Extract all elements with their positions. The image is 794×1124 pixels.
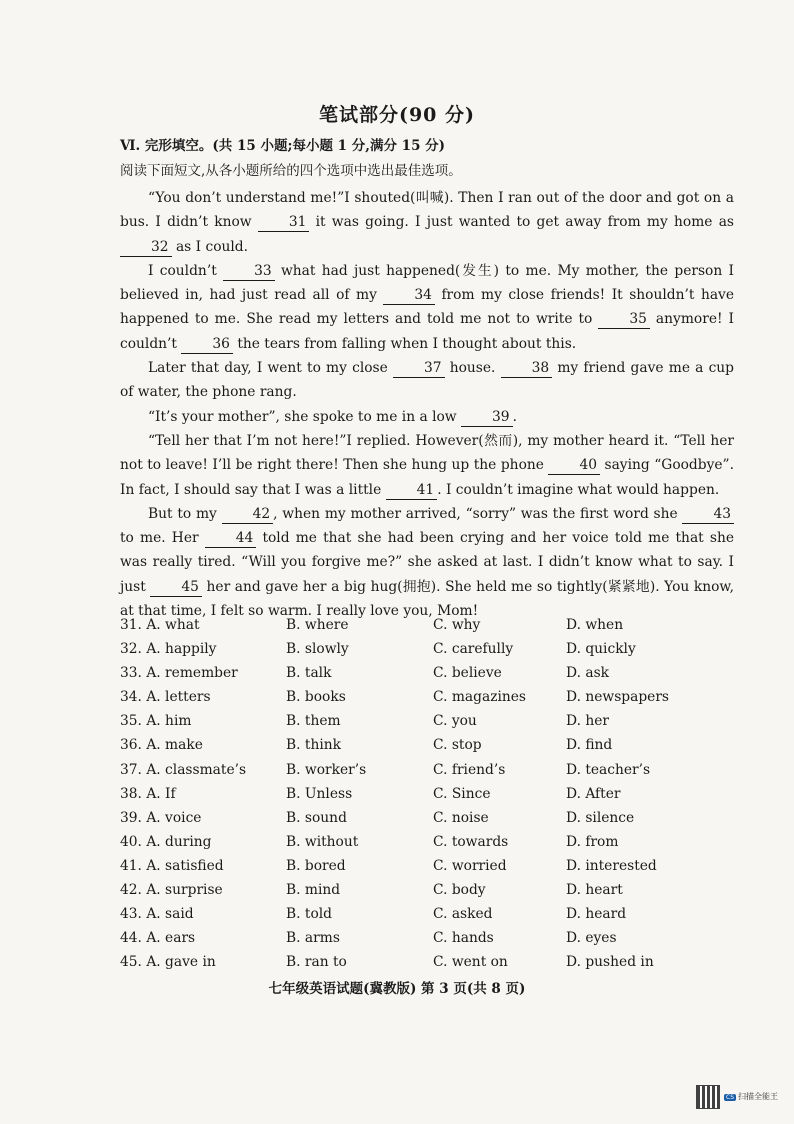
option-choice: C. carefully: [433, 641, 514, 658]
option-choice: B. Unless: [286, 785, 353, 802]
option-choice: D. from: [566, 833, 619, 850]
option-row: [120, 810, 740, 834]
option-choice: 33. A. remember: [120, 665, 238, 682]
option-choice: B. slowly: [286, 641, 349, 658]
option-row: [120, 713, 740, 737]
option-choice: B. told: [286, 906, 333, 923]
option-row: [120, 762, 740, 786]
option-choice: D. quickly: [566, 641, 636, 658]
passage-paragraph: [120, 429, 734, 502]
option-choice: C. Since: [433, 785, 491, 802]
passage-text: it was going. I just wanted to get away from my home as: [309, 214, 734, 231]
passage-text: house.: [444, 360, 501, 377]
passage-text: my friend gave me a cup of water, the phone rang.: [120, 360, 735, 401]
option-row: [120, 641, 740, 665]
passage-paragraph: [120, 405, 734, 429]
option-row: [120, 617, 740, 641]
option-choice: 36. A. make: [120, 737, 203, 754]
cloze-blank: 34: [383, 286, 435, 305]
passage-text: anymore! I couldn’t: [120, 311, 734, 352]
option-row: [120, 786, 740, 810]
option-row: [120, 665, 740, 689]
option-row: [120, 737, 740, 761]
passage-text: her and gave her a big hug(拥抱). She held me so tightly(紧紧地). You know, at that time, I felt so warm. I really love you, Mom!: [120, 578, 734, 620]
passage-text: to me. Her: [120, 530, 205, 547]
option-choice: C. went on: [433, 954, 508, 971]
passage-text: I couldn’t: [148, 262, 224, 279]
passage-text: But to my: [148, 505, 222, 522]
option-row: [120, 689, 740, 713]
option-choice: D. heard: [566, 906, 627, 923]
cloze-blank: 44: [205, 529, 257, 548]
option-choice: 34. A. letters: [120, 689, 211, 706]
option-choice: D. eyes: [566, 930, 617, 947]
option-choice: C. hands: [433, 930, 494, 947]
cloze-blank: 35: [598, 310, 650, 329]
option-choice: 45. A. gave in: [120, 954, 216, 971]
option-choice: B. mind: [286, 882, 341, 899]
option-choice: B. bored: [286, 857, 346, 874]
passage-text: told me that she had been crying and her voice told me that she was really tired. “Will you forgive me?” she asked at last. I didn’t know what to say. I just: [120, 530, 734, 595]
option-choice: D. find: [566, 737, 613, 754]
option-choice: B. think: [286, 737, 341, 754]
option-choice: C. you: [433, 713, 477, 730]
option-choice: D. newspapers: [566, 689, 670, 706]
option-row: [120, 834, 740, 858]
option-choice: D. interested: [566, 857, 657, 874]
option-choice: B. them: [286, 713, 341, 730]
option-choice: C. noise: [433, 809, 489, 826]
cloze-passage: [120, 186, 734, 623]
passage-text: . I couldn’t imagine what would happen.: [437, 481, 720, 498]
option-choice: 38. A. If: [120, 785, 176, 802]
cloze-blank: 40: [548, 456, 600, 475]
cloze-blank: 39: [461, 408, 513, 427]
passage-text: “Tell her that I’m not here!”I replied. However(然而), my mother heard it. “Tell her not to leave! I’ll be right there! Then she hung up the phone: [120, 432, 734, 474]
option-row: [120, 906, 740, 930]
option-choice: D. ask: [566, 665, 610, 682]
option-choice: 37. A. classmate’s: [120, 761, 247, 778]
option-choice: C. body: [433, 882, 486, 899]
option-choice: 44. A. ears: [120, 930, 196, 947]
scanner-label: [724, 1092, 778, 1102]
option-choice: B. books: [286, 689, 346, 706]
passage-paragraph: [120, 259, 734, 356]
option-choice: 32. A. happily: [120, 641, 217, 658]
passage-text: .: [512, 408, 517, 425]
option-choice: 39. A. voice: [120, 809, 202, 826]
passage-text: from my close friends! It shouldn’t have happened to me. She read my letters and told me not to write to: [120, 287, 735, 328]
passage-text: , when my mother arrived, “sorry” was the first word she: [273, 505, 683, 522]
option-choice: 43. A. said: [120, 906, 194, 923]
scanner-badge: CS: [726, 1094, 734, 1101]
option-choice: C. friend’s: [433, 761, 506, 778]
option-row: [120, 954, 740, 978]
cloze-blank: 32: [120, 238, 172, 257]
option-choice: C. why: [433, 617, 481, 633]
page-title: 笔试部分(90 分): [318, 104, 476, 126]
cloze-blank: 36: [181, 335, 233, 354]
option-choice: B. ran to: [286, 954, 347, 971]
cloze-blank: 37: [393, 359, 445, 378]
passage-paragraph: [120, 356, 734, 405]
scanner-watermark: [696, 1085, 786, 1109]
option-choice: D. silence: [566, 809, 635, 826]
passage-text: what had just happened(发生) to me. My mother, the person I believed in, had just read all of my: [120, 262, 734, 304]
cloze-blank: 43: [682, 505, 734, 524]
option-choice: D. her: [566, 713, 609, 730]
option-choice: B. talk: [286, 665, 332, 682]
option-choice: D. pushed in: [566, 954, 654, 971]
cloze-blank: 38: [501, 359, 553, 378]
cloze-blank: 31: [258, 213, 310, 232]
page-footer: 七年级英语试题(冀教版) 第 3 页(共 8 页): [268, 981, 526, 997]
cloze-blank: 41: [386, 481, 438, 500]
passage-text: the tears from falling when I thought about this.: [232, 335, 577, 352]
cloze-blank: 33: [223, 262, 275, 281]
passage-text: “You don’t understand me!”I shouted(叫喊). Then I ran out of the door and got on a bus. I didn’t know: [120, 190, 734, 231]
option-choice: 40. A. during: [120, 833, 212, 850]
passage-text: Later that day, I went to my close: [148, 360, 393, 377]
passage-paragraph: [120, 502, 734, 623]
option-choice: D. heart: [566, 882, 623, 899]
section-instruction: 阅读下面短文,从各小题所给的四个选项中选出最佳选项。: [120, 163, 462, 179]
option-row: [120, 930, 740, 954]
section-heading: Ⅵ. 完形填空。(共 15 小题;每小题 1 分,满分 15 分): [120, 138, 446, 154]
option-choice: C. stop: [433, 737, 482, 754]
cloze-blank: 45: [150, 578, 202, 597]
option-choice: D. teacher’s: [566, 761, 651, 778]
option-choice: B. worker’s: [286, 761, 367, 778]
passage-paragraph: [120, 186, 734, 259]
cloze-blank: 42: [222, 505, 274, 524]
passage-text: saying “Goodbye”. In fact, I should say that I was a little: [120, 457, 734, 498]
option-choice: 42. A. surprise: [120, 882, 223, 899]
option-choice: C. believe: [433, 665, 502, 682]
passage-text: “It’s your mother”, she spoke to me in a low: [148, 408, 461, 425]
qr-code-icon: [696, 1085, 720, 1109]
passage-text: as I could.: [171, 238, 249, 255]
option-choice: 35. A. him: [120, 713, 192, 730]
option-choice: 41. A. satisfied: [120, 857, 224, 874]
option-row: [120, 882, 740, 906]
option-choice: C. towards: [433, 833, 509, 850]
option-choice: C. magazines: [433, 689, 527, 706]
answer-options: [120, 617, 740, 978]
option-choice: B. arms: [286, 930, 340, 947]
option-choice: B. sound: [286, 809, 347, 826]
option-choice: C. worried: [433, 857, 507, 874]
scanner-text: 扫描全能王: [738, 1092, 778, 1101]
option-choice: C. asked: [433, 906, 493, 923]
option-choice: B. without: [286, 833, 359, 850]
option-choice: B. where: [286, 617, 349, 633]
option-choice: D. After: [566, 785, 621, 802]
option-choice: D. when: [566, 617, 624, 633]
option-choice: 31. A. what: [120, 617, 200, 633]
option-row: [120, 858, 740, 882]
